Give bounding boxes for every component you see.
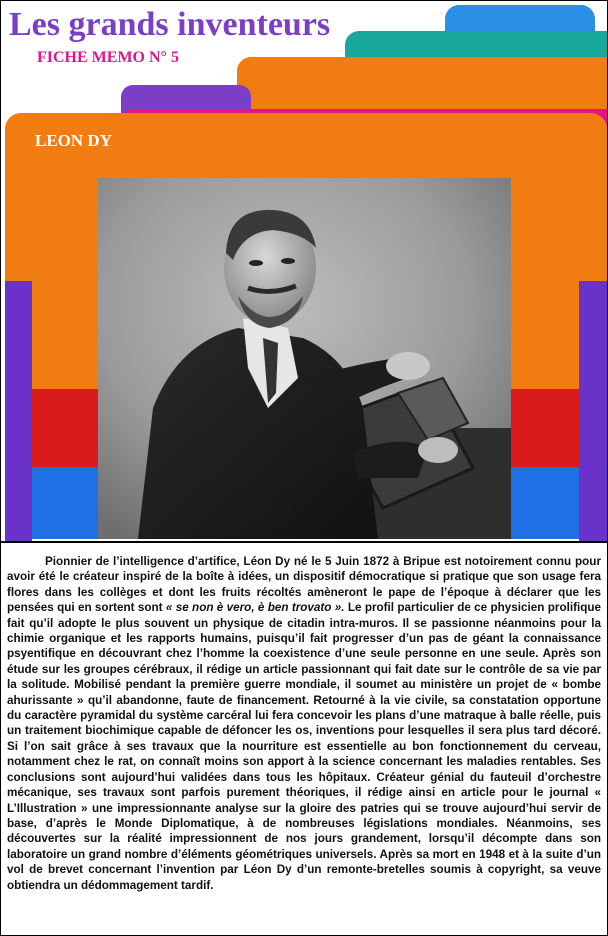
portrait-photo	[98, 178, 511, 539]
decor-purple-left	[5, 281, 32, 541]
article-quote: « se non è vero, è ben trovato ».	[165, 601, 345, 615]
decor-divider	[1, 541, 607, 543]
memo-number: FICHE MEMO N° 5	[37, 49, 179, 66]
article-body	[7, 554, 601, 893]
article-part-2: Le profil particulier de ce physicien prolifique fait qu’il adopte le plus souvent un physique de citadin intra-muros. Il se passionne néanmoins pour la chimie organique et les rapports humains, puisqu’il fait progresser d’un pas de géant la connaissance psyentifique en découvrant chez l’homme la coexistence d’une seule personne en une seule. Après son étude sur les groupes cérébraux, il rédige un article passionnant qui fait date sur le contrôle de sa vie par la solitude. Mobilisé pendant la première guerre mondiale, il soumet au ministère un projet de « bombe ahurissante » qu’il abandonne, faute de financement. Retourné à la vie civile, sa constatation opportune du caractère pyramidal du système carcéral lui fera concevoir les plans d’une matraque à balle réelle, puis un traitement biochimique capable de défoncer les os, inventions pour lesquelles il sera plus tard décoré. Si l’on sait grâce à ses travaux que la nourriture est essentielle au bon fonctionnement du cerveau, notamment chez le rat, on connaît moins son apport à la science concernant les maladies rentables. Ses conclusions sont aujourd’hui validées dans tous les hôpitaux. Créateur génial du fauteuil d’orchestre mécanique, ses travaux sont parfois purement théoriques, il rédige ainsi en article pour le journal « L’Illustration » une impressionnante analyse sur la gloire des patries qui se trouve aujourd’hui servir de base, d’après le Monde Diplomatique, à de nombreuses législations mondiales. Néanmoins, ses découvertes sur la réalité impressionnent de nos jours grandement, lorsqu’il décompte dans son laboratoire un grand nombre d’éléments géométriques universels. Après sa mort en 1948 et à la suite d’un vol de brevet concernant l’invention par Léon Dy d’un remonte-bretelles soumis à copyright, sa veuve obtiendra un dédommagement tardif.	[7, 601, 601, 892]
article-part-1: Pionnier de l’intelligence d’artifice, Léon Dy né le 5 Juin 1872 à Bripue est notoirement connu pour avoir été le créateur inspiré de la boîte à idées, un dispositif démocratique si pratique que son usage fera flores dans les collèges et dont les fruits récoltés amèneront le pape de l’époque à déclarer que les pensées qui en sortent sont	[7, 555, 601, 615]
decor-purple-right	[579, 281, 607, 541]
inventor-name: LEON DY	[35, 131, 112, 150]
page-title: Les grands inventeurs	[9, 6, 331, 43]
